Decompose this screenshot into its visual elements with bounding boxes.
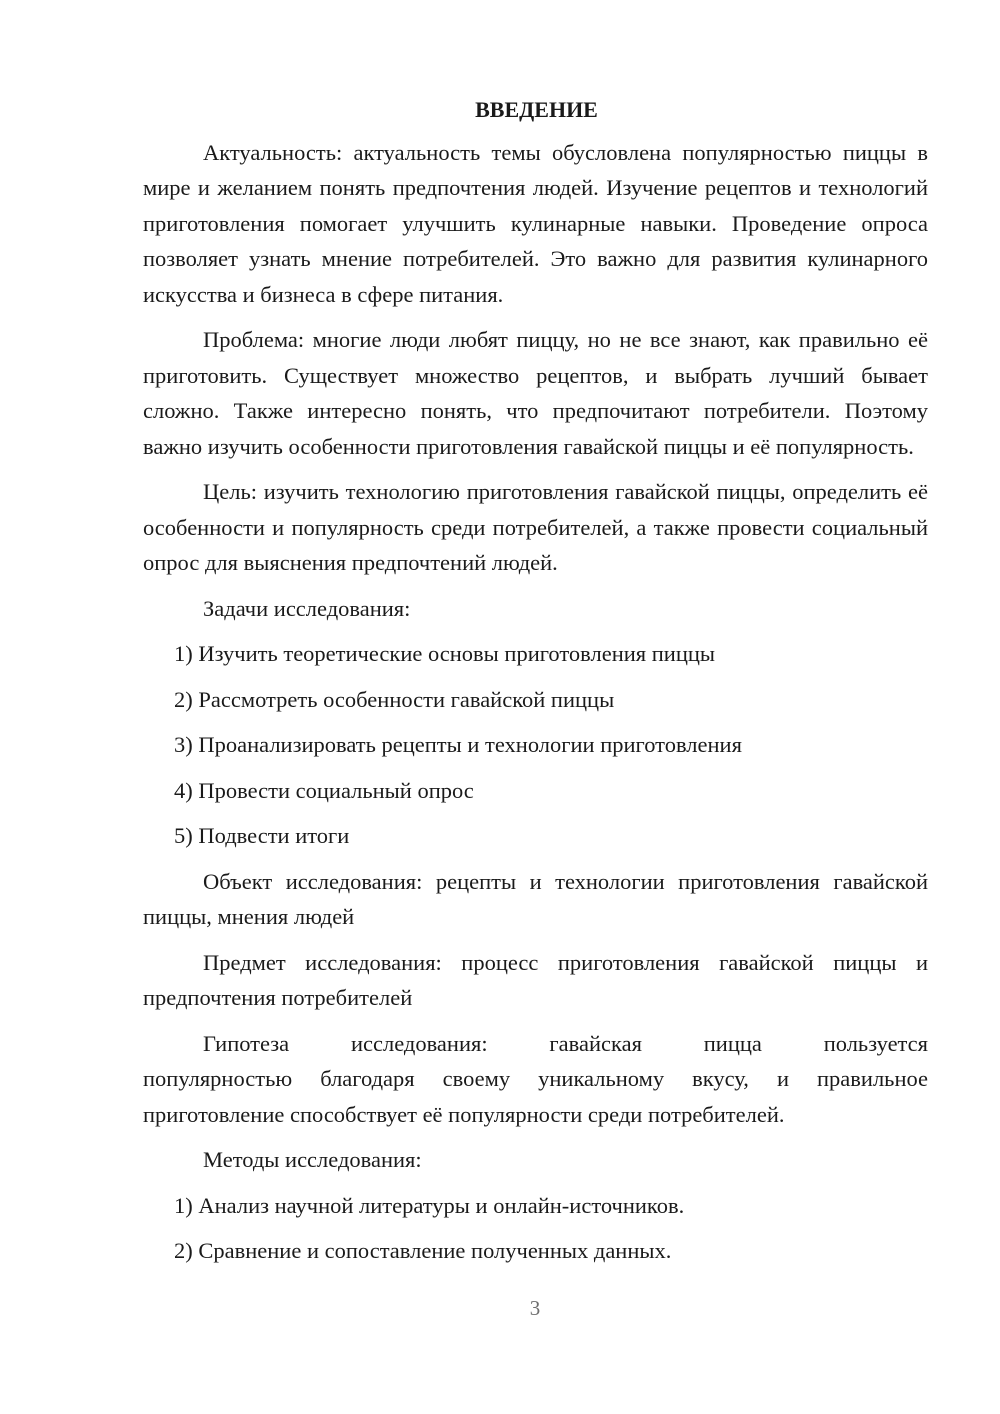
task-item: 4) Провести социальный опрос bbox=[174, 777, 474, 803]
task-item: 3) Проанализировать рецепты и технологии приготовления bbox=[174, 732, 742, 757]
document-page bbox=[143, 92, 928, 1279]
tasks-heading: Задачи исследования: bbox=[203, 595, 411, 621]
hypothesis-first-line: Гипотеза исследования: гавайская пицца пользуется bbox=[203, 1030, 928, 1056]
hypothesis-paragraph bbox=[143, 1026, 928, 1133]
relevance-paragraph: Актуальность: актуальность темы обусловлена популярностью пиццы в мире и желанием понять предпочтения людей. Изучение рецептов и технологий приготовления помогает улучшить кулинарные навыки. Проведение опроса позволяет узнать мнение потребителей. Это важно для развития кулинарного искусства и бизнеса в сфере питания. bbox=[143, 139, 928, 307]
page-number: 3 bbox=[529, 1296, 541, 1320]
task-item: 1) Изучить теоретические основы приготовления пиццы bbox=[174, 641, 716, 666]
method-item: 1) Анализ научной литературы и онлайн-источников. bbox=[174, 1192, 685, 1218]
task-item: 5) Подвести итоги bbox=[174, 823, 350, 848]
subject-paragraph: Предмет исследования: процесс приготовления гавайской пиццы и предпочтения потребителей bbox=[143, 949, 928, 1010]
object-paragraph: Объект исследования: рецепты и технологии приготовления гавайской пиццы, мнения людей bbox=[143, 868, 928, 929]
hypothesis-rest: популярностью благодаря своему уникальному вкусу, и правильное приготовление способствует её популярности среди потребителей. bbox=[143, 1066, 928, 1127]
method-item: 2) Сравнение и сопоставление полученных данных. bbox=[174, 1238, 672, 1263]
goal-paragraph: Цель: изучить технологию приготовления гавайской пиццы, определить её особенности и популярность среди потребителей, а также провести социальный опрос для выяснения предпочтений людей. bbox=[143, 479, 928, 575]
task-item: 2) Рассмотреть особенности гавайской пиццы bbox=[174, 686, 615, 712]
page-title: ВВЕДЕНИЕ bbox=[475, 97, 598, 122]
methods-heading: Методы исследования: bbox=[203, 1147, 422, 1172]
problem-paragraph: Проблема: многие люди любят пиццу, но не все знают, как правильно её приготовить. Существует множество рецептов, и выбрать лучший бывает сложно. Также интересно понять, что предпочитают потребители. Поэтому важно изучить особенности приготовления гавайской пиццы и её популярность. bbox=[143, 327, 928, 459]
